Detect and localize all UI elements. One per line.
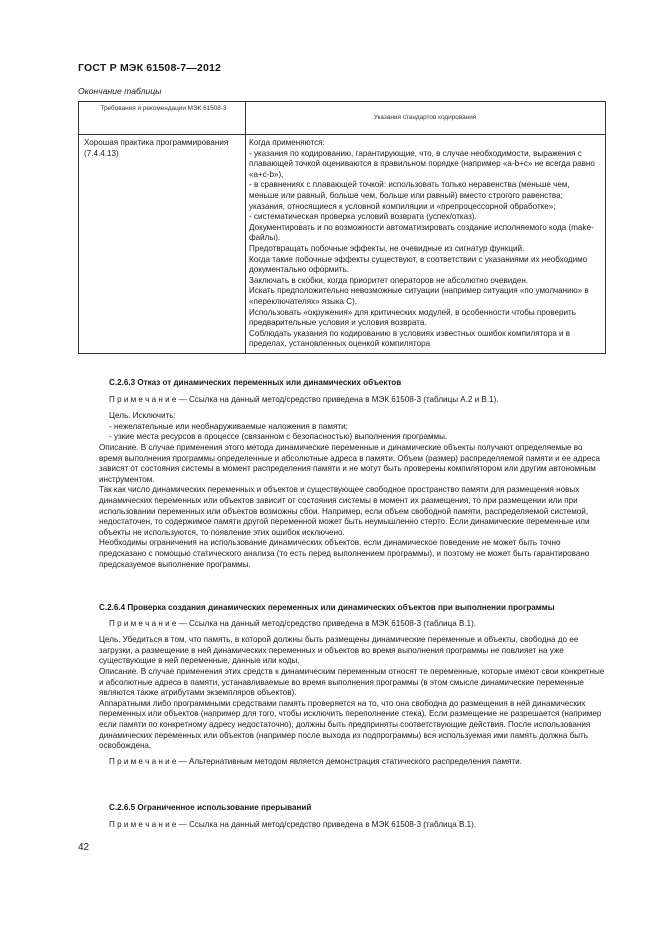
guidance-line: Заключать в скобки, когда приоритет операторов не абсолютно очевиден. — [249, 275, 529, 285]
paragraph: Необходимы ограничения на использование динамических объектов, если динамическое поведение не может быть точно предсказано с помощью статического анализа (то есть перед выполнением программы), и поэтому не может быть гарантировано предсказуемое выполнение программы. — [99, 538, 590, 569]
page-number: 42 — [78, 842, 90, 853]
paragraph: Так как число динамических переменных и объектов и существующее свободное пространство памяти для размещения новых динамических переменных или объектов зависит от состояния системы в момент их размещения, то при размещении или при использовании переменных или объектов возможны сбои. Например, если объем свободной памяти, распределяемой системой, недостаточен, то содержимое памяти другой переменной может быть неумышленно стерто. Если динамические переменные или объекты не используются, то появление этих ошибок исключено. — [99, 485, 590, 537]
guidance-line: - в сравнениях с плавающей точкой: использовать только неравенства (меньше чем, меньше или равный, больше чем, больше или равный) вместо строгого равенства; указания, относящиеся к условной компиляции и «препроцессорной обработке»; — [249, 180, 570, 211]
table-row — [79, 135, 606, 354]
section-heading: C.2.6.5 Ограниченное использование прерываний — [109, 803, 312, 812]
section-c264 — [78, 603, 606, 767]
aim-label: Цель. Исключить: — [109, 411, 176, 421]
section-c263 — [78, 378, 606, 570]
note: П р и м е ч а н и е — Ссылка на данный метод/средство приведена в МЭК 61508-3 (таблица B.1). — [109, 819, 477, 829]
standard-header: ГОСТ Р МЭК 61508-7—2012 — [78, 62, 222, 74]
section-heading: C.2.6.3 Отказ от динамических переменных или динамических объектов — [109, 378, 402, 387]
section-heading: C.2.6.4 Проверка создания динамических переменных или динамических объектов при выполнении программы — [99, 603, 555, 612]
paragraph: Аппаратными либо программными средствами память проверяется на то, что она свободна до размещения в ней динамических переменных или объектов (например для того, чтобы исключить переполнение стека). Если размещение не разрешается (например если памяти по конкретному адресу недостаточно), должны быть предприняты соответствующие действия. После использования динамических переменных или объектов (например после выхода из подпрограммы) вся используемая ими память должна быть освобождена. — [99, 698, 602, 751]
column-header-guidance: Указания стандартов кодирования — [246, 102, 606, 135]
guidance-line: - систематическая проверка условий возврата (успех/отказ). — [249, 212, 477, 222]
aim-paragraph: Цель. Убедиться в том, что память, в которой должны быть размещены динамические переменные и объекты, свободна до ее загрузки, а размещение в ней динамических переменных и объектов во время выполнения программы не повлияет на уже существующие в ней переменные, данные или коды. — [99, 635, 579, 666]
requirements-table — [78, 101, 606, 354]
section-c265 — [78, 803, 606, 830]
note: П р и м е ч а н и е — Ссылка на данный метод/средство приведена в МЭК 61508-3 (таблица B.1). — [109, 618, 477, 628]
note: П р и м е ч а н и е — Альтернативным методом является демонстрация статического распределения памяти. — [109, 756, 522, 766]
description-paragraph: Описание. В случае применения этих средств к динамическим переменным относят те переменные, которые имеют свои конкретные и абсолютные адреса в памяти, устанавливаемые во время выполнения программы (в этом смысле динамические переменные являются также атрибутами экземпляров объектов). — [99, 666, 605, 698]
guidance-line: Документировать и по возможности автоматизировать создание исполняемого кода (make-файлы). — [249, 222, 594, 243]
guidance-line: Когда применяются: — [249, 138, 325, 147]
guidance-line: Когда такие побочные эффекты существуют, в соответствии с указаниями их необходимо документально оформить. — [249, 254, 588, 275]
requirement-cell: Хорошая практика программирования (7.4.4.13) — [79, 135, 246, 354]
guidance-line: Использовать «окружения» для критических модулей, в особенности чтобы проверить предварительные условия и условия возврата. — [249, 307, 576, 328]
guidance-cell — [246, 135, 606, 354]
guidance-line: - указания по кодированию, гарантирующие, что, в случае необходимости, выражения с плавающей точкой оцениваются в правильном порядке (например «a-b+c» не всегда равно «a+c-b»), — [249, 148, 595, 179]
table-caption: Окончание таблицы — [78, 86, 162, 96]
guidance-line: Соблюдать указания по кодированию в условиях известных ошибок компилятора и в пределах, установленных оценкой компилятора — [249, 328, 571, 349]
table-header-row — [79, 102, 606, 135]
aim-item: - нежелательные или необнаруживаемые наложения в памяти; — [109, 421, 348, 431]
description-paragraph: Описание. В случае применения этого метода динамические переменные и динамические объекты получают определяемые во время выполнения программы определенные и абсолютные адреса в памяти. Объем (размер) распределяемой памяти и ее адреса зависят от состояния системы в момент распределения памяти и не могут быть проверены компилятором или другим автономным инструментом. — [99, 442, 600, 484]
guidance-line: Предотвращать побочные эффекты, не очевидные из сигнатур функций. — [249, 243, 525, 253]
guidance-line: Искать предположительно невозможные ситуации (например ситуация «по умолчанию» в «переключателях» языка С). — [249, 286, 589, 306]
aim-item: - узкие места ресурсов в процессе (связанном с безопасностью) выполнения программы. — [109, 432, 448, 442]
note: П р и м е ч а н и е — Ссылка на данный метод/средство приведена в МЭК 61508-3 (таблицы A.2 и B.1). — [109, 394, 499, 404]
column-header-requirements: Требования и рекомендации МЭК 61508-3 — [79, 102, 246, 135]
